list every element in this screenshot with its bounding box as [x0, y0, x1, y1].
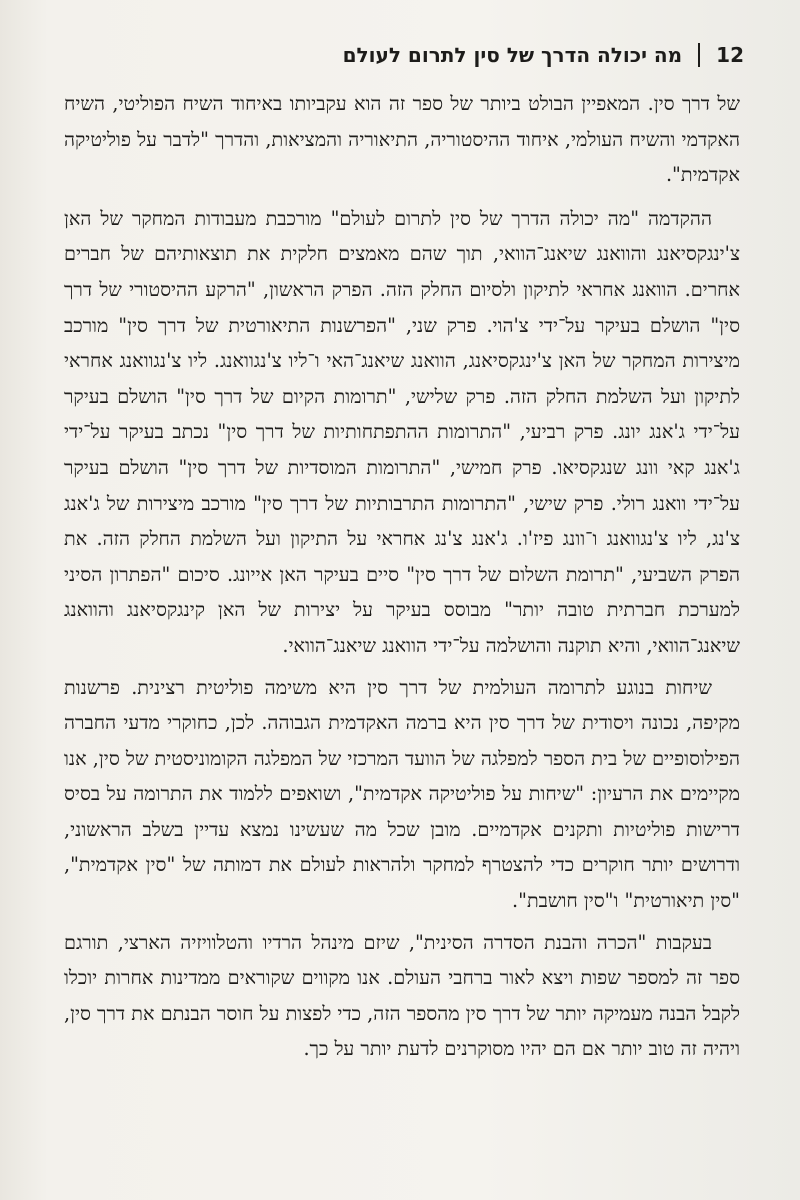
chapter-title: מה יכולה הדרך של סין לתרום לעולם [342, 43, 683, 67]
page-number: 12 [716, 43, 744, 67]
paragraph-4: בעקבות "הכרה והבנת הסדרה הסינית", שיזם מינהל הרדיו והטלוויזיה הארצי, תורגם ספר זה למספר שפות ויצא לאור ברחבי העולם. אנו מקווים שקוראים ממדינות אחרות יוכלו לקבל הבנה מעמיקה יותר של דרך סין מהספר הזה, כדי לפצות על חוסר הבנתם את דרך סין, ויהיה זה טוב יותר אם הם יהיו מסוקרנים לדעת יותר על כך. [64, 930, 740, 1061]
paragraph-1: של דרך סין. המאפיין הבולט ביותר של ספר זה הוא עקביותו באיחוד השיח הפוליטי, השיח האקדמי והשיח העולמי, איחוד ההיסטוריה, התיאוריה והמציאות, והדרך "לדבר על פוליטיקה אקדמית". [64, 92, 740, 187]
header-divider [698, 43, 700, 67]
running-header [70, 40, 744, 70]
paragraph-3: שיחות בנוגע לתרומה העולמית של דרך סין היא משימה פוליטית רצינית. פרשנות מקיפה, נכונה ויסודית של דרך סין היא ברמה האקדמית הגבוהה. לכן, כחוקרי מדעי החברה הפילוסופיים של בית הספר למפלגה של הוועד המרכזי של המפלגה הקומוניסטית של סין, אנו מקיימים את הרעיון: "שיחות על פוליטיקה אקדמית", ושואפים ללמוד את התרומה על בסיס דרישות פוליטיות ותקנים אקדמיים. מובן שכל מה שעשינו נמצא עדיין בשלב הראשוני, ודרושים יותר חוקרים כדי להצטרף למחקר ולהראות לעולם את דמותה של "סין אקדמית", "סין תיאורטית" ו"סין חושבת". [64, 675, 740, 913]
paragraph-2: ההקדמה "מה יכולה הדרך של סין לתרום לעולם" מורכבת מעבודות המחקר של האן צ'ינגקסיאנג והוואנג שיאנג־הוואי, תוך שהם מאמצים חלקית את תוצאותיהם של חברים אחרים. הוואנג אחראי לתיקון ולסיום החלק הזה. הפרק הראשון, "הרקע ההיסטורי של דרך סין" הושלם בעיקר על־ידי צ'הוי. פרק שני, "הפרשנות התיאורטית של דרך סין" מורכב מיצירות המחקר של האן צ'ינגקסיאנג, הוואנג שיאנג־האי ו־ליו צ'נגוואנג. ליו צ'נגוואנג אחראי לתיקון ועל השלמת החלק הזה. פרק שלישי, "תרומות הקיום של דרך סין" הושלם בעיקר על־ידי ג'אנג יונג. פרק רביעי, "התרומות ההתפתחותיות של דרך סין" נכתב בעיקר על־ידי ג'אנג קאי וונג שנגקסיאו. פרק חמישי, "התרומות המוסדיות של דרך סין" הושלם בעיקר על־ידי וואנג רולי. פרק שישי, "התרומות התרבותיות של דרך סין" מורכב מיצירות של ג'אנג צ'נג, ליו צ'נגוואנג ו־וונג פיז'ו. ג'אנג צ'נג אחראי על התיקון ועל השלמת החלק הזה. את הפרק השביעי, "תרומת השלום של דרך סין" סיים בעיקר האן אייונג. סיכום "הפתרון הסיני למערכת חברתית טובה יותר" מבוסס בעיקר על יצירות של האן קינגקסיאנג והוואנג שיאנג־הוואי, והיא תוקנה והושלמה על־ידי הוואנג שיאנג־הוואי. [64, 206, 740, 657]
body-text [64, 86, 740, 1160]
